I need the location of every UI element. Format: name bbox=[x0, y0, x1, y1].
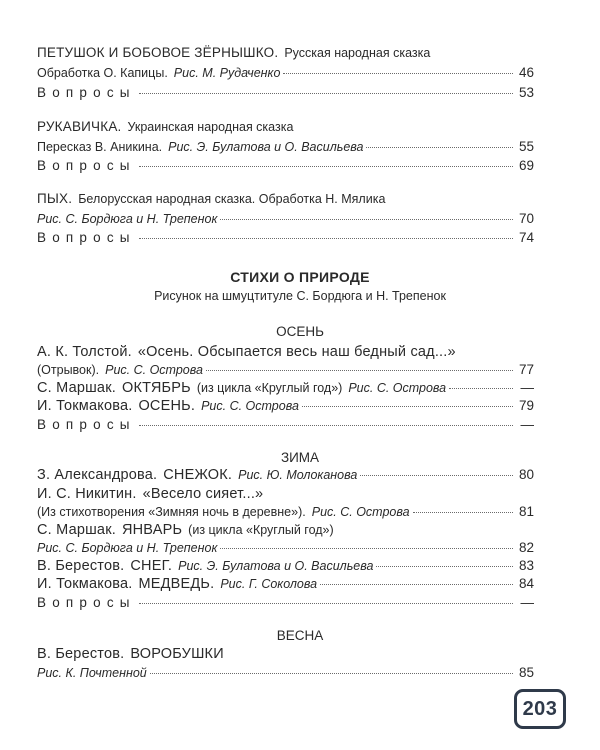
entry-adaptation: Пересказ В. Аникина. bbox=[37, 140, 163, 154]
entry-title: ВОРОБУШКИ bbox=[130, 646, 224, 662]
dot-leader bbox=[360, 475, 513, 476]
entry-illustrator: Рис. Ю. Молоканова bbox=[238, 468, 358, 482]
entry-illustrator: Рис. С. Острова bbox=[201, 399, 299, 413]
dot-leader bbox=[413, 512, 513, 513]
dot-leader bbox=[139, 166, 513, 167]
dot-leader bbox=[449, 388, 513, 389]
toc-entry-rukavichka-questions[interactable] bbox=[37, 157, 534, 175]
entry-author: С. Маршак. bbox=[37, 380, 116, 396]
entry-title: ОКТЯБРЬ bbox=[121, 380, 191, 396]
entry-illustrator: Рис. С. Острова bbox=[311, 505, 410, 519]
entry-note: (Отрывок). bbox=[37, 363, 100, 377]
entry-title: ПЕТУШОК И БОБОВОЕ ЗЁРНЫШКО. bbox=[37, 45, 279, 60]
dot-leader bbox=[302, 406, 513, 407]
entry-illustrator: Рис. Г. Соколова bbox=[220, 577, 318, 591]
toc-entry-nikitin[interactable] bbox=[37, 503, 534, 521]
season-heading-spring: ВЕСНА bbox=[276, 628, 324, 643]
dot-leader bbox=[220, 548, 513, 549]
entry-illustrator: Рис. Э. Булатова и О. Васильева bbox=[178, 559, 374, 573]
toc-entry-pykh-questions[interactable] bbox=[37, 229, 534, 247]
dot-leader bbox=[376, 566, 513, 567]
dot-leader bbox=[220, 219, 513, 220]
toc-entry-berestov-sparrows[interactable] bbox=[37, 664, 534, 682]
toc-entry-marshak-january[interactable] bbox=[37, 539, 534, 557]
questions-label: Вопросы bbox=[37, 417, 136, 432]
toc-entry-petushok-questions[interactable] bbox=[37, 84, 534, 102]
section-subtitle: Рисунок на шмуцтитуле С. Бордюга и Н. Трепенок bbox=[154, 289, 446, 303]
entry-title: МЕДВЕДЬ. bbox=[138, 576, 215, 592]
entry-author: И. Токмакова. bbox=[37, 398, 133, 414]
page-ref: 55 bbox=[518, 139, 534, 154]
toc-entry-berestov-sparrows-title bbox=[37, 645, 534, 663]
page-ref: 81 bbox=[518, 504, 534, 519]
entry-illustrator: Рис. Э. Булатова и О. Васильева bbox=[168, 140, 364, 154]
questions-label: Вопросы bbox=[37, 85, 136, 100]
entry-title: ПЫХ. bbox=[37, 191, 73, 206]
page-ref: 84 bbox=[518, 576, 534, 591]
toc-entry-petushok[interactable] bbox=[37, 64, 534, 82]
entry-author: З. Александрова. bbox=[37, 467, 158, 483]
dot-leader bbox=[283, 73, 513, 74]
toc-entry-marshak-october[interactable] bbox=[37, 379, 534, 397]
entry-illustrator: Рис. С. Острова bbox=[105, 363, 203, 377]
entry-title: СНЕГ. bbox=[130, 558, 173, 574]
page-ref: — bbox=[520, 380, 534, 395]
season-heading-autumn: ОСЕНЬ bbox=[276, 324, 324, 339]
toc-entry-marshak-january-title bbox=[37, 521, 534, 539]
dot-leader bbox=[139, 425, 513, 426]
toc-entry-rukavichka-title bbox=[37, 118, 534, 136]
questions-label: Вопросы bbox=[37, 158, 136, 173]
entry-title: ОСЕНЬ. bbox=[138, 398, 196, 414]
entry-note: (из цикла «Круглый год») bbox=[196, 381, 343, 395]
entry-author: С. Маршак. bbox=[37, 522, 116, 538]
entry-title: РУКАВИЧКА. bbox=[37, 119, 122, 134]
toc-entry-tokmakova-autumn[interactable] bbox=[37, 397, 534, 415]
entry-illustrator: Рис. К. Почтенной bbox=[37, 666, 147, 680]
entry-author: В. Берестов. bbox=[37, 646, 125, 662]
toc-entry-aleksandrova[interactable] bbox=[37, 466, 534, 484]
toc-entry-berestov-snow[interactable] bbox=[37, 557, 534, 575]
page-ref: 46 bbox=[518, 65, 534, 80]
page-ref: 80 bbox=[518, 467, 534, 482]
season-heading-winter: ЗИМА bbox=[280, 450, 320, 465]
entry-illustrator: Рис. М. Рудаченко bbox=[173, 66, 281, 80]
dot-leader bbox=[139, 603, 513, 604]
page-ref: 79 bbox=[518, 398, 534, 413]
page-ref: — bbox=[520, 417, 534, 432]
entry-author: А. К. Толстой. bbox=[37, 344, 132, 360]
dot-leader bbox=[139, 238, 513, 239]
toc-entry-winter-questions[interactable] bbox=[37, 594, 534, 612]
dot-leader bbox=[139, 93, 513, 94]
entry-adaptation: Обработка О. Капицы. bbox=[37, 66, 168, 80]
entry-title: «Осень. Обсыпается весь наш бедный сад...» bbox=[137, 344, 456, 360]
entry-subtitle: Русская народная сказка bbox=[284, 46, 431, 60]
entry-title: ЯНВАРЬ bbox=[121, 522, 183, 538]
toc-entry-nikitin-title bbox=[37, 485, 534, 503]
section-title: СТИХИ О ПРИРОДЕ bbox=[230, 269, 370, 285]
questions-label: Вопросы bbox=[37, 595, 136, 610]
page-ref: 74 bbox=[518, 230, 534, 245]
page-ref: 53 bbox=[518, 85, 534, 100]
entry-note: (Из стихотворения «Зимняя ночь в деревне»). bbox=[37, 505, 306, 519]
entry-author: И. С. Никитин. bbox=[37, 486, 137, 502]
entry-subtitle: Белорусская народная сказка. Обработка Н. Мялика bbox=[78, 192, 386, 206]
entry-illustrator: Рис. С. Острова bbox=[348, 381, 447, 395]
toc-entry-rukavichka[interactable] bbox=[37, 138, 534, 156]
entry-illustrator: Рис. С. Бордюга и Н. Трепенок bbox=[37, 541, 218, 555]
dot-leader bbox=[150, 673, 513, 674]
dot-leader bbox=[320, 584, 513, 585]
page-ref: 77 bbox=[518, 362, 534, 377]
entry-illustrator: Рис. С. Бордюга и Н. Трепенок bbox=[37, 212, 218, 226]
page-ref: 70 bbox=[518, 211, 534, 226]
entry-subtitle: Украинская народная сказка bbox=[127, 120, 294, 134]
page-ref: 85 bbox=[518, 665, 534, 680]
toc-entry-pykh[interactable] bbox=[37, 210, 534, 228]
toc-entry-tolstoy[interactable] bbox=[37, 361, 534, 379]
toc-entry-tokmakova-bear[interactable] bbox=[37, 575, 534, 593]
toc-entry-petushok-title bbox=[37, 44, 534, 62]
toc-entry-tolstoy-title bbox=[37, 343, 534, 361]
dot-leader bbox=[366, 147, 513, 148]
page-number-badge: 203 bbox=[514, 689, 566, 729]
entry-author: И. Токмакова. bbox=[37, 576, 133, 592]
page-ref: 83 bbox=[518, 558, 534, 573]
entry-author: В. Берестов. bbox=[37, 558, 125, 574]
page-ref: 82 bbox=[518, 540, 534, 555]
entry-title: СНЕЖОК. bbox=[163, 467, 233, 483]
page-ref: — bbox=[520, 595, 534, 610]
page-ref: 69 bbox=[518, 158, 534, 173]
dot-leader bbox=[206, 370, 513, 371]
entry-note: (из цикла «Круглый год») bbox=[188, 523, 334, 537]
entry-title: «Весело сияет...» bbox=[142, 486, 264, 502]
questions-label: Вопросы bbox=[37, 230, 136, 245]
toc-entry-pykh-title bbox=[37, 190, 534, 208]
toc-entry-autumn-questions[interactable] bbox=[37, 416, 534, 434]
